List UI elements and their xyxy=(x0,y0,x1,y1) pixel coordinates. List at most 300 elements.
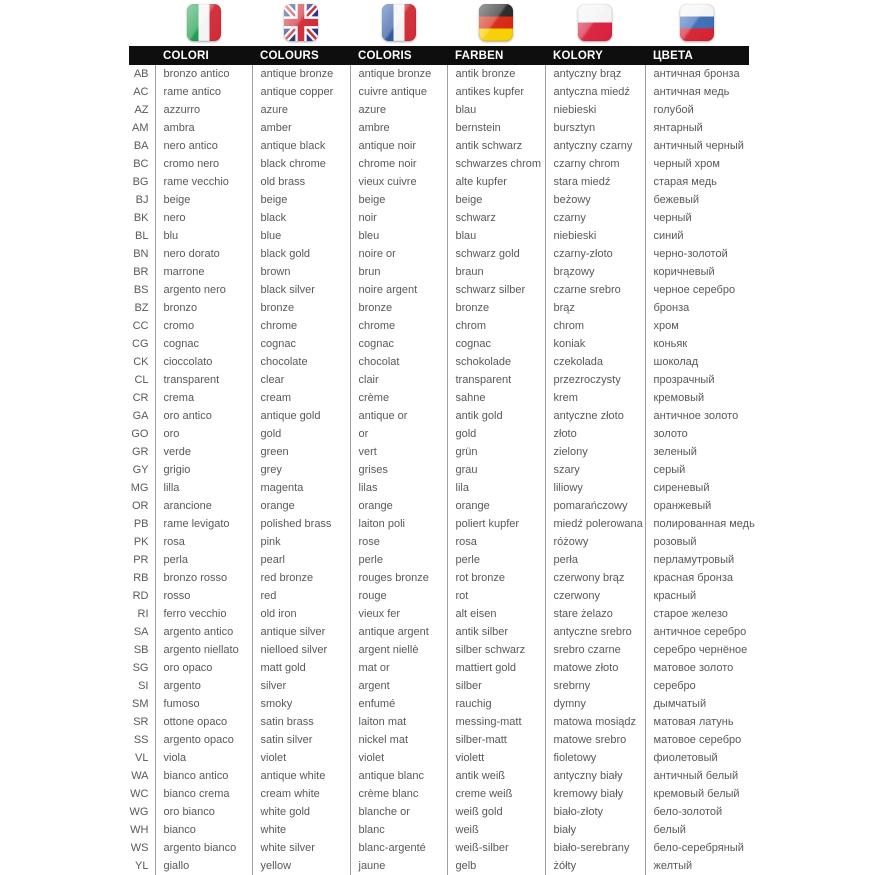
color-name-cell: бронза xyxy=(645,299,749,317)
table-row xyxy=(129,245,749,263)
code-cell: CR xyxy=(132,392,149,404)
table-row xyxy=(129,299,749,317)
color-name-cell: ambre xyxy=(350,119,447,137)
table-row xyxy=(129,749,749,767)
color-name-cell: transparent xyxy=(447,371,545,389)
color-name-cell: bleu xyxy=(350,227,447,245)
table-row xyxy=(129,83,749,101)
color-name-cell: crème xyxy=(350,389,447,407)
color-name-cell: черно-золотой xyxy=(645,245,749,263)
color-name-cell: black silver xyxy=(252,281,350,299)
color-name-cell: blau xyxy=(447,101,545,119)
color-name-cell: krem xyxy=(545,389,645,407)
color-name-cell: bronzo xyxy=(155,299,252,317)
color-name-cell: black chrome xyxy=(252,155,350,173)
color-name-cell: фиолетовый xyxy=(645,749,749,767)
code-cell: WG xyxy=(129,806,149,818)
flag-cell-german xyxy=(447,4,545,41)
column-header-kolory: KOLORY xyxy=(545,46,645,65)
color-name-cell: srebrny xyxy=(545,677,645,695)
flag-cell-polish xyxy=(545,4,645,41)
poland-flag-icon xyxy=(578,4,612,41)
color-name-cell: brąz xyxy=(545,299,645,317)
color-name-cell: przezroczysty xyxy=(545,371,645,389)
color-name-cell: or xyxy=(350,425,447,443)
color-name-cell: red bronze xyxy=(252,569,350,587)
color-name-cell: черный xyxy=(645,209,749,227)
color-name-cell: silber-matt xyxy=(447,731,545,749)
color-name-cell: weiß-silber xyxy=(447,839,545,857)
color-name-cell: коричневый xyxy=(645,263,749,281)
color-name-cell: antik silber xyxy=(447,623,545,641)
color-name-cell: rame vecchio xyxy=(155,173,252,191)
color-name-cell: schokolade xyxy=(447,353,545,371)
color-name-cell: matowa mosiądz xyxy=(545,713,645,731)
color-name-cell: violet xyxy=(350,749,447,767)
color-name-cell: bronze xyxy=(447,299,545,317)
color-name-cell: noire or xyxy=(350,245,447,263)
code-cell: BZ xyxy=(134,302,149,314)
color-name-cell: cognac xyxy=(155,335,252,353)
color-name-cell: brązowy xyxy=(545,263,645,281)
code-cell: RD xyxy=(132,590,149,602)
color-name-cell: vieux cuivre xyxy=(350,173,447,191)
table-row xyxy=(129,281,749,299)
color-name-cell: red xyxy=(252,587,350,605)
table-row xyxy=(129,623,749,641)
table-row xyxy=(129,857,749,875)
color-name-cell: czerwony brąz xyxy=(545,569,645,587)
color-name-cell: голубой xyxy=(645,101,749,119)
code-cell: BS xyxy=(133,284,149,296)
color-name-cell: beige xyxy=(350,191,447,209)
column-header-cveta: ЦВЕТА xyxy=(645,46,749,65)
color-name-cell: antique silver xyxy=(252,623,350,641)
color-name-cell: бежевый xyxy=(645,191,749,209)
color-name-cell: czarny-złoto xyxy=(545,245,645,263)
code-cell: BK xyxy=(133,212,149,224)
color-name-cell: arancione xyxy=(155,497,252,515)
table-row xyxy=(129,173,749,191)
color-name-cell: azzurro xyxy=(155,101,252,119)
code-cell: BC xyxy=(133,158,149,170)
color-name-cell: rosso xyxy=(155,587,252,605)
color-table-body xyxy=(129,65,755,875)
table-row xyxy=(129,605,749,623)
color-name-cell: liliowy xyxy=(545,479,645,497)
table-row xyxy=(129,551,749,569)
color-name-cell: antique bronze xyxy=(252,65,350,83)
color-name-cell: cognac xyxy=(350,335,447,353)
code-cell: AM xyxy=(132,122,149,134)
color-name-cell: grigio xyxy=(155,461,252,479)
color-name-cell: różowy xyxy=(545,533,645,551)
color-name-cell: poliert kupfer xyxy=(447,515,545,533)
color-name-cell: rouges bronze xyxy=(350,569,447,587)
color-name-cell: crema xyxy=(155,389,252,407)
table-row xyxy=(129,731,749,749)
color-name-cell: mattiert gold xyxy=(447,659,545,677)
color-name-cell: chrome noir xyxy=(350,155,447,173)
color-name-cell: cream white xyxy=(252,785,350,803)
color-name-cell: античная медь xyxy=(645,83,749,101)
color-name-cell: античный черный xyxy=(645,137,749,155)
table-row xyxy=(129,209,749,227)
color-name-cell: noire argent xyxy=(350,281,447,299)
color-name-cell: white silver xyxy=(252,839,350,857)
color-name-cell: серый xyxy=(645,461,749,479)
color-name-cell: cream xyxy=(252,389,350,407)
color-name-cell: rose xyxy=(350,533,447,551)
color-name-cell: dymny xyxy=(545,695,645,713)
color-name-cell: oro xyxy=(155,425,252,443)
color-name-cell: stara miedź xyxy=(545,173,645,191)
uk-flag-icon xyxy=(284,4,318,41)
color-name-cell: античное золото xyxy=(645,407,749,425)
color-name-cell: antyczny czarny xyxy=(545,137,645,155)
code-cell: WS xyxy=(130,842,149,854)
germany-flag-icon xyxy=(479,4,513,41)
color-name-cell: oro antico xyxy=(155,407,252,425)
color-name-cell: blue xyxy=(252,227,350,245)
color-name-cell: antikes kupfer xyxy=(447,83,545,101)
color-name-cell: chrome xyxy=(350,317,447,335)
color-name-cell: blanche or xyxy=(350,803,447,821)
color-name-cell: bernstein xyxy=(447,119,545,137)
color-name-cell: белый xyxy=(645,821,749,839)
color-name-cell: antyczna miedź xyxy=(545,83,645,101)
code-cell: GO xyxy=(131,428,149,440)
color-name-cell: bronze xyxy=(350,299,447,317)
color-name-cell: violet xyxy=(252,749,350,767)
color-name-cell: pomarańczowy xyxy=(545,497,645,515)
italy-flag-icon xyxy=(187,4,221,41)
color-name-cell: fumoso xyxy=(155,695,252,713)
color-name-cell: antique blanc xyxy=(350,767,447,785)
color-name-cell: niebieski xyxy=(545,227,645,245)
color-table-header xyxy=(129,46,749,65)
color-name-cell: beige xyxy=(447,191,545,209)
color-name-cell: старое железо xyxy=(645,605,749,623)
code-cell: GA xyxy=(132,410,149,422)
color-name-cell: bronzo antico xyxy=(155,65,252,83)
color-name-cell: старая медь xyxy=(645,173,749,191)
flag-cell-italian xyxy=(155,4,252,41)
code-cell: AB xyxy=(133,68,149,80)
code-cell: SB xyxy=(133,644,149,656)
code-cell: VL xyxy=(135,752,149,764)
color-name-cell: ferro vecchio xyxy=(155,605,252,623)
color-name-cell: enfumé xyxy=(350,695,447,713)
code-cell: AC xyxy=(133,86,149,98)
color-name-cell: antyczne złoto xyxy=(545,407,645,425)
table-row xyxy=(129,65,749,83)
color-name-cell: weiß gold xyxy=(447,803,545,821)
color-name-cell: verde xyxy=(155,443,252,461)
color-name-cell: argento opaco xyxy=(155,731,252,749)
table-row xyxy=(129,389,749,407)
color-name-cell: złoto xyxy=(545,425,645,443)
color-name-cell: antique black xyxy=(252,137,350,155)
color-name-cell: chrom xyxy=(545,317,645,335)
color-name-cell: grau xyxy=(447,461,545,479)
color-name-cell: antyczne srebro xyxy=(545,623,645,641)
code-cell: CL xyxy=(134,374,149,386)
code-cell: YL xyxy=(135,860,149,872)
color-name-cell: antik schwarz xyxy=(447,137,545,155)
code-cell: SR xyxy=(133,716,149,728)
color-name-cell: black gold xyxy=(252,245,350,263)
color-name-cell: золото xyxy=(645,425,749,443)
color-name-cell: vieux fer xyxy=(350,605,447,623)
code-cell: BN xyxy=(133,248,149,260)
code-cell: SA xyxy=(133,626,149,638)
color-name-cell: antique or xyxy=(350,407,447,425)
color-name-cell: матовая латунь xyxy=(645,713,749,731)
table-row xyxy=(129,407,749,425)
color-name-cell: bianco antico xyxy=(155,767,252,785)
color-table-wrap xyxy=(129,4,755,875)
color-name-cell: rosa xyxy=(447,533,545,551)
code-cell: PR xyxy=(133,554,149,566)
color-name-cell: srebro czarne xyxy=(545,641,645,659)
color-name-cell: pearl xyxy=(252,551,350,569)
color-name-cell: rot xyxy=(447,587,545,605)
color-name-cell: красный xyxy=(645,587,749,605)
color-name-cell: antik bronze xyxy=(447,65,545,83)
color-name-cell: schwarz gold xyxy=(447,245,545,263)
color-name-cell: laiton poli xyxy=(350,515,447,533)
color-name-cell: argent niellè xyxy=(350,641,447,659)
color-name-cell: satin brass xyxy=(252,713,350,731)
color-name-cell: orange xyxy=(447,497,545,515)
color-name-cell: oro opaco xyxy=(155,659,252,677)
color-name-cell: schwarz xyxy=(447,209,545,227)
color-name-cell: white gold xyxy=(252,803,350,821)
color-name-cell: матовое золото xyxy=(645,659,749,677)
table-row xyxy=(129,353,749,371)
table-row xyxy=(129,839,749,857)
code-cell: CK xyxy=(133,356,149,368)
table-row xyxy=(129,587,749,605)
color-name-cell: perle xyxy=(350,551,447,569)
color-name-cell: niebieski xyxy=(545,101,645,119)
table-row xyxy=(129,371,749,389)
color-name-cell: bianco crema xyxy=(155,785,252,803)
color-name-cell: argento bianco xyxy=(155,839,252,857)
code-cell: SS xyxy=(133,734,149,746)
table-row xyxy=(129,677,749,695)
color-name-cell: koniak xyxy=(545,335,645,353)
color-name-cell: chrom xyxy=(447,317,545,335)
color-name-cell: white xyxy=(252,821,350,839)
color-name-cell: bronze xyxy=(252,299,350,317)
code-cell: BA xyxy=(133,140,149,152)
color-name-cell: argento xyxy=(155,677,252,695)
color-name-cell: серебро чернёное xyxy=(645,641,749,659)
color-name-cell: кремовый белый xyxy=(645,785,749,803)
color-name-cell: gold xyxy=(447,425,545,443)
color-name-cell: fioletowy xyxy=(545,749,645,767)
color-name-cell: antik gold xyxy=(447,407,545,425)
color-name-cell: nero antico xyxy=(155,137,252,155)
color-name-cell: chrome xyxy=(252,317,350,335)
color-name-cell: argento niellato xyxy=(155,641,252,659)
color-name-cell: серебро xyxy=(645,677,749,695)
table-row xyxy=(129,137,749,155)
color-name-cell: cognac xyxy=(252,335,350,353)
code-cell: PB xyxy=(133,518,149,530)
color-name-cell: antyczny biały xyxy=(545,767,645,785)
color-name-cell: sahne xyxy=(447,389,545,407)
color-name-cell: ambra xyxy=(155,119,252,137)
code-cell: AZ xyxy=(134,104,149,116)
flag-cell-russian xyxy=(645,4,749,41)
code-cell: RI xyxy=(137,608,149,620)
color-name-cell: marrone xyxy=(155,263,252,281)
table-row xyxy=(129,263,749,281)
color-name-cell: antique bronze xyxy=(350,65,447,83)
color-name-cell: oro bianco xyxy=(155,803,252,821)
color-name-cell: braun xyxy=(447,263,545,281)
color-name-cell: miedź polerowana xyxy=(545,515,645,533)
color-name-cell: biały xyxy=(545,821,645,839)
color-name-cell: античная бронза xyxy=(645,65,749,83)
table-row xyxy=(129,119,749,137)
color-name-cell: gelb xyxy=(447,857,545,875)
color-name-cell: antique noir xyxy=(350,137,447,155)
color-name-cell: giallo xyxy=(155,857,252,875)
color-name-cell: оранжевый xyxy=(645,497,749,515)
color-name-cell: alte kupfer xyxy=(447,173,545,191)
color-name-cell: beige xyxy=(155,191,252,209)
color-name-cell: nielloed silver xyxy=(252,641,350,659)
color-name-cell: beige xyxy=(252,191,350,209)
color-name-cell: argento nero xyxy=(155,281,252,299)
color-name-cell: laiton mat xyxy=(350,713,447,731)
color-name-cell: messing-matt xyxy=(447,713,545,731)
color-name-cell: синий xyxy=(645,227,749,245)
color-name-cell: rame antico xyxy=(155,83,252,101)
color-name-cell: polished brass xyxy=(252,515,350,533)
color-name-cell: шоколад xyxy=(645,353,749,371)
color-name-cell: rame levigato xyxy=(155,515,252,533)
color-name-cell: коньяк xyxy=(645,335,749,353)
table-row xyxy=(129,317,749,335)
color-name-cell: cognac xyxy=(447,335,545,353)
code-cell: OR xyxy=(132,500,149,512)
color-name-cell: clear xyxy=(252,371,350,389)
color-name-cell: перламутровый xyxy=(645,551,749,569)
color-name-cell: old brass xyxy=(252,173,350,191)
color-name-cell: chocolat xyxy=(350,353,447,371)
color-name-cell: желтый xyxy=(645,857,749,875)
color-name-cell: кремовый xyxy=(645,389,749,407)
header-row xyxy=(129,46,749,65)
color-name-cell: crème blanc xyxy=(350,785,447,803)
color-name-cell: antyczny brąz xyxy=(545,65,645,83)
color-name-cell: czarny chrom xyxy=(545,155,645,173)
table-row xyxy=(129,461,749,479)
flag-cell-french xyxy=(350,4,447,41)
color-name-cell: old iron xyxy=(252,605,350,623)
color-name-cell: blanc-argenté xyxy=(350,839,447,857)
color-name-cell: bursztyn xyxy=(545,119,645,137)
code-cell: BR xyxy=(133,266,149,278)
color-name-cell: полированная медь xyxy=(645,515,749,533)
color-name-cell: jaune xyxy=(350,857,447,875)
table-row xyxy=(129,821,749,839)
color-name-cell: perla xyxy=(155,551,252,569)
color-name-cell: bronzo rosso xyxy=(155,569,252,587)
color-name-cell: antique argent xyxy=(350,623,447,641)
color-name-cell: розовый xyxy=(645,533,749,551)
table-row xyxy=(129,569,749,587)
color-name-cell: blanc xyxy=(350,821,447,839)
table-row xyxy=(129,767,749,785)
table-row xyxy=(129,443,749,461)
color-name-cell: matowe srebro xyxy=(545,731,645,749)
color-name-cell: argent xyxy=(350,677,447,695)
table-row xyxy=(129,191,749,209)
color-name-cell: черное серебро xyxy=(645,281,749,299)
color-name-cell: matt gold xyxy=(252,659,350,677)
flag-cell-english xyxy=(252,4,350,41)
color-name-cell: silber schwarz xyxy=(447,641,545,659)
color-name-cell: grey xyxy=(252,461,350,479)
color-name-cell: grises xyxy=(350,461,447,479)
code-cell: WH xyxy=(130,824,149,836)
color-name-cell: прозрачный xyxy=(645,371,749,389)
column-header-colori: COLORI xyxy=(155,46,252,65)
code-cell: WC xyxy=(130,788,149,800)
color-name-cell: czekolada xyxy=(545,353,645,371)
color-name-cell: perła xyxy=(545,551,645,569)
color-name-cell: schwarzes chrom xyxy=(447,155,545,173)
code-cell: BG xyxy=(132,176,149,188)
color-name-cell: amber xyxy=(252,119,350,137)
column-header-coloris: COLORIS xyxy=(350,46,447,65)
color-name-cell: kremowy biały xyxy=(545,785,645,803)
table-row xyxy=(129,659,749,677)
color-name-cell: rot bronze xyxy=(447,569,545,587)
color-name-cell: yellow xyxy=(252,857,350,875)
color-name-cell: czarny xyxy=(545,209,645,227)
color-name-cell: ottone opaco xyxy=(155,713,252,731)
color-name-cell: antique white xyxy=(252,767,350,785)
table-row xyxy=(129,785,749,803)
table-row xyxy=(129,101,749,119)
color-name-cell: cioccolato xyxy=(155,353,252,371)
color-name-cell: янтарный xyxy=(645,119,749,137)
color-name-cell: antik weiß xyxy=(447,767,545,785)
table-row xyxy=(129,695,749,713)
color-name-cell: creme weiß xyxy=(447,785,545,803)
color-name-cell: orange xyxy=(350,497,447,515)
table-row xyxy=(129,641,749,659)
color-name-cell: schwarz silber xyxy=(447,281,545,299)
color-name-cell: античное серебро xyxy=(645,623,749,641)
color-name-cell: magenta xyxy=(252,479,350,497)
color-name-cell: blau xyxy=(447,227,545,245)
color-name-cell: czarne srebro xyxy=(545,281,645,299)
table-row xyxy=(129,335,749,353)
color-name-cell: noir xyxy=(350,209,447,227)
color-name-cell: transparent xyxy=(155,371,252,389)
color-name-cell: biało-złoty xyxy=(545,803,645,821)
color-name-cell: grün xyxy=(447,443,545,461)
color-name-cell: stare żelazo xyxy=(545,605,645,623)
